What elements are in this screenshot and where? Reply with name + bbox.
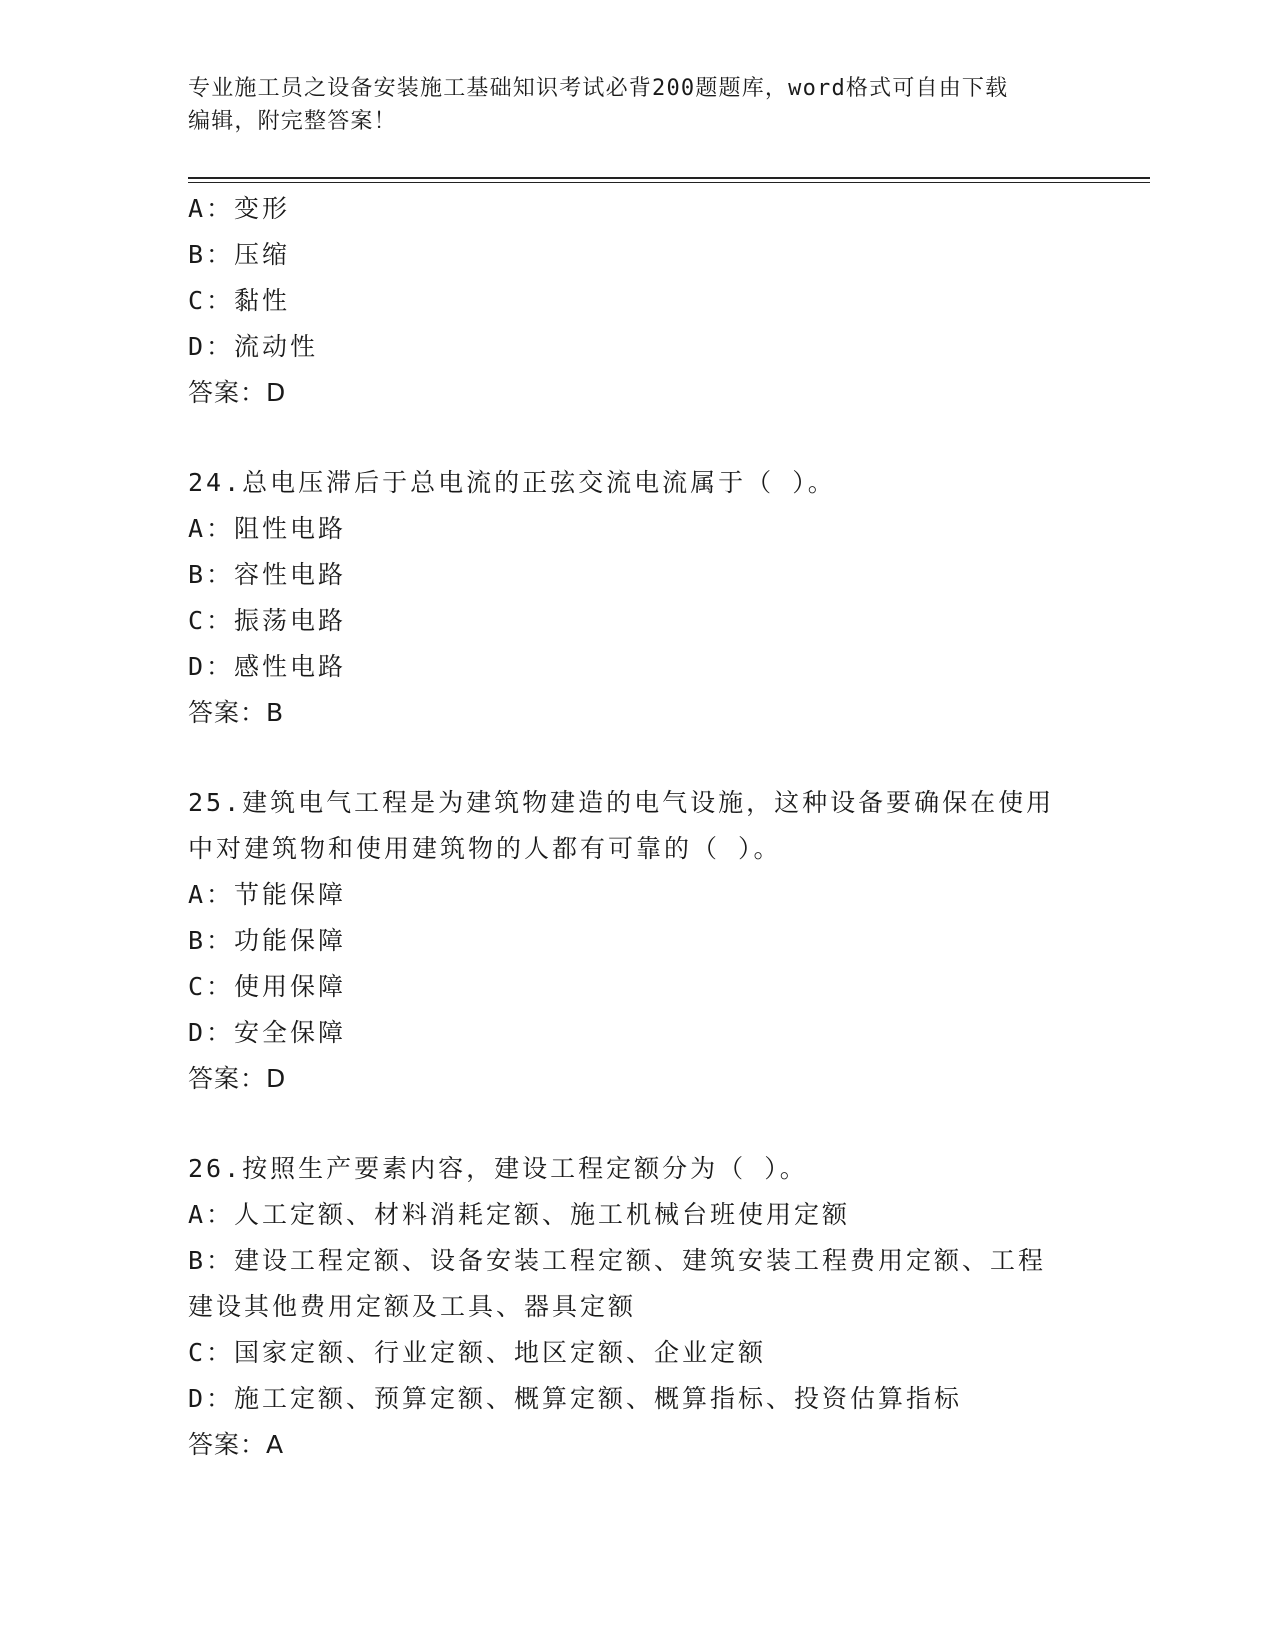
header-divider-thick xyxy=(188,177,1150,179)
spacer xyxy=(188,736,1088,780)
option-d: D：安全保障 xyxy=(188,1018,347,1047)
option-a: A：人工定额、材料消耗定额、施工机械台班使用定额 xyxy=(188,1200,851,1229)
answer-line: 答案：B xyxy=(188,698,285,727)
option-c: C：国家定额、行业定额、地区定额、企业定额 xyxy=(188,1338,767,1367)
option-d: D：施工定额、预算定额、概算定额、概算指标、投资估算指标 xyxy=(188,1384,963,1413)
option-b-line-1: B：建设工程定额、设备安装工程定额、建筑安装工程费用定额、工程 xyxy=(188,1246,1047,1275)
answer-line: 答案：A xyxy=(188,1430,285,1459)
option-c: C：振荡电路 xyxy=(188,606,347,635)
answer-line: 答案：D xyxy=(188,1064,287,1093)
option-b: B：容性电路 xyxy=(188,560,347,589)
header-line-1: 专业施工员之设备安装施工基础知识考试必背200题题库，word格式可自由下载 xyxy=(188,76,1009,101)
option-a: A：节能保障 xyxy=(188,880,347,909)
question-25 xyxy=(188,780,1088,1102)
document-header xyxy=(188,72,1088,138)
option-c: C：使用保障 xyxy=(188,972,347,1001)
option-a: A：阻性电路 xyxy=(188,514,347,543)
question-24 xyxy=(188,460,1088,736)
question-23-continued xyxy=(188,186,1088,416)
option-b-line-2: 建设其他费用定额及工具、器具定额 xyxy=(188,1292,637,1321)
header-line-2: 编辑，附完整答案！ xyxy=(188,109,397,134)
question-list xyxy=(188,186,1088,1468)
answer-line: 答案：D xyxy=(188,378,287,407)
question-stem-line-1: 25.建筑电气工程是为建筑物建造的电气设施，这种设备要确保在使用 xyxy=(188,788,1055,817)
question-stem: 26.按照生产要素内容，建设工程定额分为（ ）。 xyxy=(188,1154,808,1183)
question-stem-line-2: 中对建筑物和使用建筑物的人都有可靠的（ ）。 xyxy=(188,834,782,863)
option-d: D：感性电路 xyxy=(188,652,347,681)
option-c: C：黏性 xyxy=(188,286,291,315)
spacer xyxy=(188,416,1088,460)
option-b: B：功能保障 xyxy=(188,926,347,955)
option-a: A：变形 xyxy=(188,194,291,223)
spacer xyxy=(188,1102,1088,1146)
option-d: D：流动性 xyxy=(188,332,319,361)
option-b: B：压缩 xyxy=(188,240,291,269)
question-stem: 24.总电压滞后于总电流的正弦交流电流属于（ ）。 xyxy=(188,468,836,497)
header-divider-thin xyxy=(188,182,1150,183)
question-26 xyxy=(188,1146,1088,1468)
